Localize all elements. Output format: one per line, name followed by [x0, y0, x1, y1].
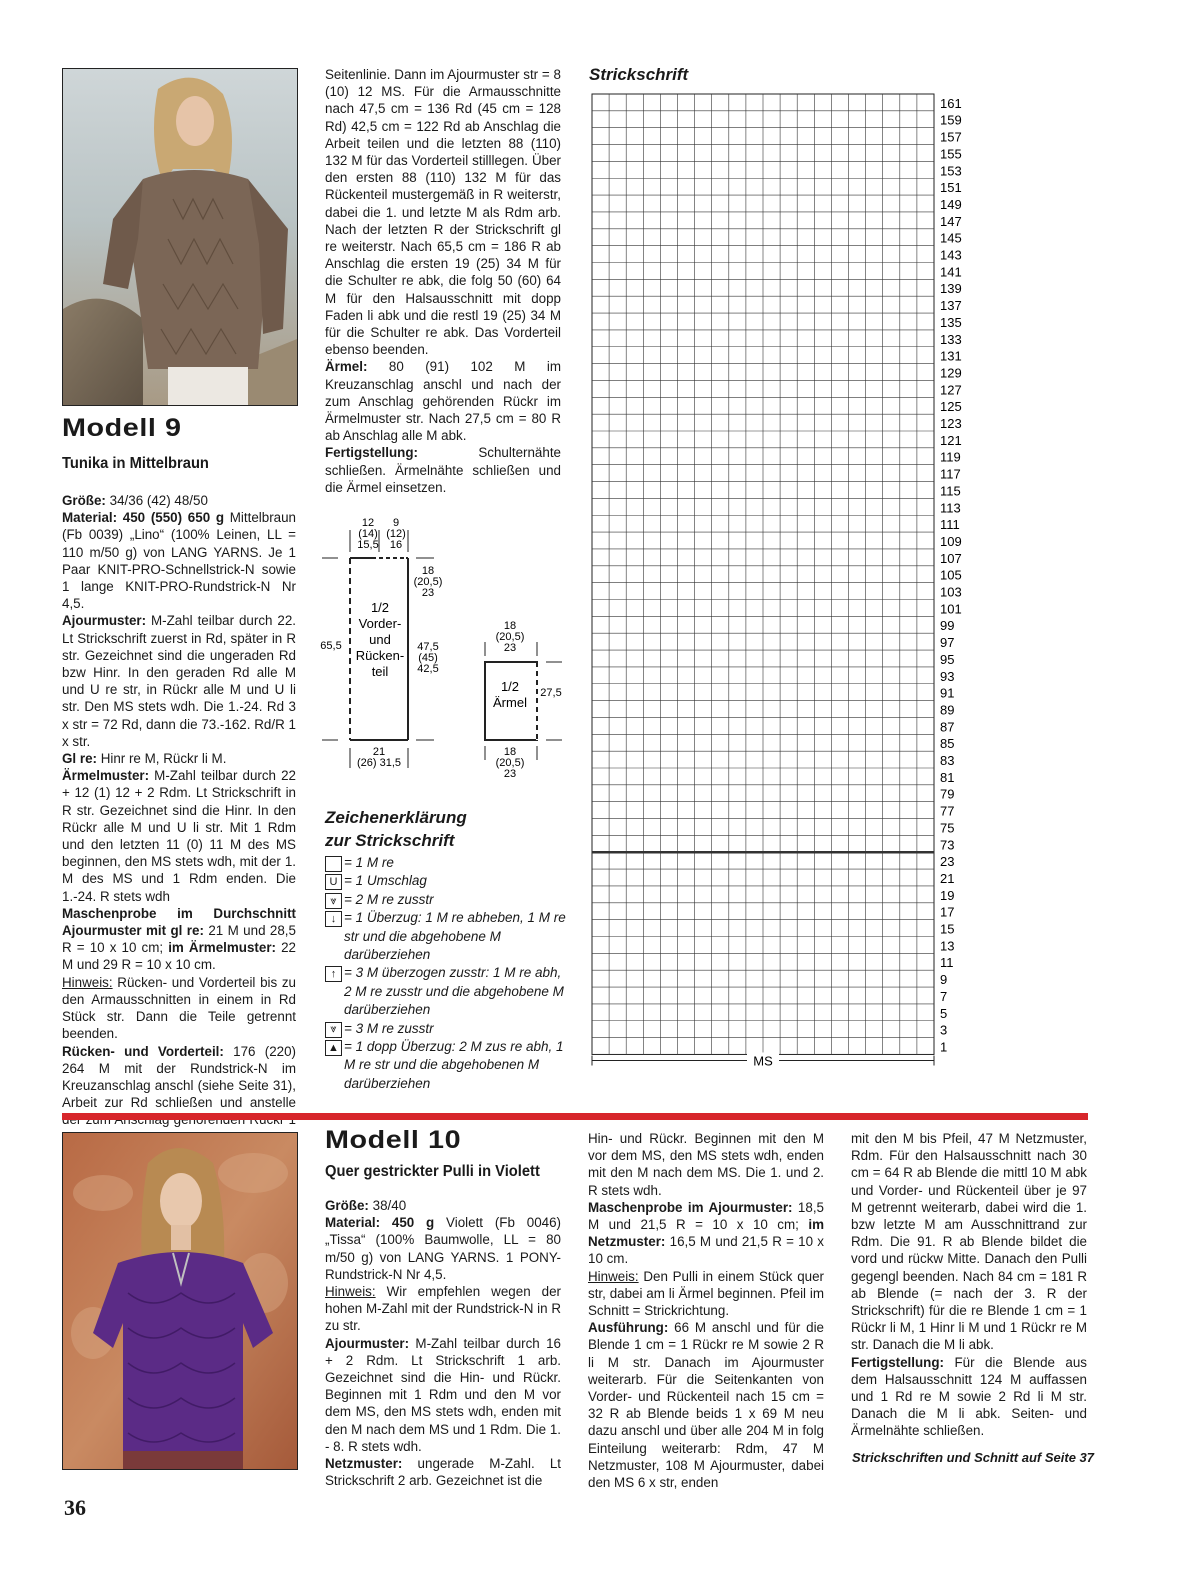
chart-row-label: 79: [940, 786, 955, 802]
model9-subtitle: Tunika in Mittelbraun: [62, 455, 209, 472]
bold-run: Größe:: [325, 1198, 369, 1213]
schem-body-label: 1/2 Vorder-und Rücken-teil: [355, 600, 405, 679]
chart-row-label: 73: [940, 837, 955, 853]
chart-row-label: 19: [940, 887, 955, 903]
paragraph: [62, 1043, 296, 1146]
paragraph: [325, 358, 561, 444]
chart-row-label: 133: [940, 331, 962, 347]
text-run: 18,5 M und 21,5 R = 10 x 10 cm;: [588, 1199, 824, 1233]
schem-sleeve-right: 27,5: [540, 687, 562, 699]
bold-run: Gl re:: [62, 751, 97, 767]
text-run: 16,5 M und 21,5 R = 10 x 10 cm.: [588, 1234, 824, 1267]
model10-text-col3: [851, 1130, 1087, 1440]
bold-run: Fertigstellung:: [325, 445, 418, 461]
chart-row-label: 85: [940, 736, 955, 752]
section-divider: [62, 1113, 1088, 1120]
chart-row-label: 155: [940, 146, 962, 162]
bold-run: Ajourmuster:: [325, 1335, 410, 1351]
bold-run: Rücken- und Vorderteil:: [62, 1043, 224, 1059]
chart-row-label: 21: [940, 870, 955, 886]
chart-row-label: 95: [940, 651, 955, 667]
bold-run: Maschenprobe im Ajourmuster:: [588, 1199, 793, 1215]
schem-sleeve-bottom: 18 (20,5) 23: [495, 746, 525, 780]
paragraph: [62, 767, 296, 905]
chart-row-label: 153: [940, 163, 962, 179]
model10-subtitle: Quer gestrickter Pulli in Violett: [325, 1163, 540, 1180]
model9-schematic: [316, 512, 576, 782]
paragraph: [588, 1199, 824, 1268]
text-run: Rücken- und Vorderteil bis zu den Armausschnitten in einem in Rd Stück str. Dann die Teile getrennt beenden.: [62, 974, 296, 1042]
chart-row-label: 141: [940, 264, 962, 280]
legend-item-text: = 1 Überzug: 1 M re abheben, 1 M re str und die abgehobene M darüberziehen: [344, 910, 566, 963]
text-run: M-Zahl teilbar durch 22 + 12 (1) 12 + 2 Rdm. Lt Strickschrift in R str. Gezeichnet sind die Hinr. In den Rückr alle M und U li str. Mit 1 Rdm und den letzten 11 (0) 11 M des MS beginnen, den MS stets wdh, mit der 1. M des MS und 1 Rdm enden. Die 1.-24. R stets wdh: [62, 768, 296, 904]
bold-run: Ajourmuster:: [62, 613, 147, 629]
chart-row-label: 119: [940, 449, 961, 465]
text-run: 38/40: [368, 1198, 407, 1213]
legend-item: [325, 891, 570, 909]
legend: [325, 806, 570, 1093]
model9-text-col2: [325, 66, 561, 496]
underline-run: Hinweis:: [62, 974, 113, 990]
chart-row-label: 121: [940, 432, 962, 448]
paragraph: [588, 1130, 824, 1199]
legend-item: [325, 1020, 570, 1038]
chart-row-label: 17: [940, 904, 955, 920]
chart-row-label: 15: [940, 921, 955, 937]
schem-body-right-top: 18 (20,5) 23: [413, 565, 443, 599]
chart-row-label: 127: [940, 382, 962, 398]
paragraph: [62, 750, 296, 767]
yarn-over-icon: U: [325, 874, 342, 890]
chart-row-label: 107: [940, 550, 962, 566]
legend-item-text: = 2 M re zusstr: [344, 891, 434, 907]
chart-row-label: 101: [940, 601, 962, 617]
chart-row-label: 147: [940, 213, 962, 229]
chart-row-label: 137: [940, 298, 962, 314]
bold-run: im Ärmelmuster:: [168, 940, 276, 956]
chart-row-label: 115: [940, 483, 961, 499]
paragraph: [325, 1335, 561, 1455]
bold-run: im Netzmuster:: [588, 1217, 824, 1250]
chart-row-label: 113: [940, 500, 961, 516]
legend-item-text: = 1 dopp Überzug: 2 M zus re abh, 1 M re str und die abgehobenen M darüberziehen: [344, 1039, 564, 1091]
chart-row-label: 135: [940, 314, 962, 330]
bold-run: Größe:: [62, 493, 106, 508]
chart-title: Strickschrift: [589, 65, 689, 84]
chart-row-label: 89: [940, 702, 955, 718]
chart-row-label: 83: [940, 753, 955, 768]
text-run: Violett (Fb 0046) „Tissa“ (100% Baumwolle, LL = 80 m/50 g) von LANG YARNS. 1 PONY-Rundstrick-N Nr 4,5.: [325, 1215, 561, 1282]
bold-run: Material: 450 (550) 650 g: [62, 510, 225, 526]
paragraph: [62, 612, 296, 750]
schem-body-right-mid: 47,5 (45) 42,5: [417, 641, 439, 675]
sk2p-arrow-icon: ↑: [325, 966, 342, 982]
ms-label: MS: [753, 1053, 773, 1069]
chart-row-label: 143: [940, 247, 962, 263]
k3tog-icon: ⩔: [325, 1022, 342, 1038]
chart-row-label: 131: [940, 348, 962, 364]
text-run: Für die Blende aus dem Halsausschnitt 124 M auffassen und 1 Rd re M sowie 2 Rd li M str. Danach die M li abk. Seiten- und Ärmelnähte schließen.: [851, 1354, 1087, 1439]
paragraph: [62, 905, 296, 974]
text-run: Hinr re M, Rückr li M.: [96, 751, 227, 767]
legend-item-text: = 3 M re zusstr: [344, 1020, 434, 1036]
chart-row-label: 23: [940, 854, 955, 870]
schem-body-top-right: 9 (12) 16: [386, 517, 406, 551]
chart-row-label: 7: [940, 988, 948, 1004]
chart-row-label: 139: [940, 281, 962, 297]
schem-body-bottom: 21 (26) 31,5: [356, 746, 402, 769]
chart-row-label: 99: [940, 618, 955, 634]
model10-photo: [62, 1132, 298, 1470]
paragraph: [325, 1283, 561, 1335]
chart-row-label: 125: [940, 399, 962, 415]
chart-row-label: 123: [940, 416, 962, 431]
legend-rows: [325, 854, 570, 1093]
chart-row-label: 117: [940, 466, 961, 482]
chart-row-label: 151: [940, 180, 962, 196]
chart-row-label: 1: [940, 1039, 948, 1055]
chart-row-label: 91: [940, 685, 955, 701]
paragraph: [62, 509, 296, 612]
legend-title-2: zur Strickschrift: [325, 831, 455, 850]
paragraph: [588, 1268, 824, 1320]
paragraph: [325, 1455, 561, 1489]
model10-footer-note: Strickschriften und Schnitt auf Seite 37: [852, 1450, 1094, 1465]
paragraph: [588, 1319, 824, 1491]
chart-row-label: 81: [940, 769, 955, 785]
text-run: Hin- und Rückr. Beginnen mit den M vor dem MS, den MS stets wdh, enden mit den M nach dem MS. Die 1. und 2. R stets wdh.: [588, 1131, 824, 1198]
model10-text-col2: [588, 1130, 824, 1491]
model10-title: Modell 10: [325, 1126, 462, 1154]
paragraph: [851, 1354, 1087, 1440]
paragraph: [62, 492, 296, 509]
paragraph: [325, 1197, 561, 1214]
chart-row-label: 77: [940, 803, 955, 819]
model9-photo-image: [63, 69, 297, 405]
bold-run: Ausführung:: [588, 1320, 669, 1336]
chart-row-label: 129: [940, 365, 962, 381]
schem-sleeve-label: 1/2 Ärmel: [493, 679, 527, 710]
chart-row-label: 149: [940, 196, 962, 212]
chart-row-label: 145: [940, 230, 962, 246]
paragraph: [62, 974, 296, 1043]
text-run: Seitenlinie. Dann im Ajourmuster str = 8 (10) 12 MS. Für die Armausschnitte nach 47,5 cm = 136 Rd (45 cm = 128 Rd) 42,5 cm = 122 Rd ab Anschlag die Arbeit teilen und die letzten 88 (110) 132 M für das Vorderteil stilllegen. Über den ersten 88 (110) 132 M für das Rückenteil mustergemäß in R weiterstr, dabei die 1. und letzte M als Rdm arb. Nach der letzten R der Strickschrift gl re weiterstr. Nach 65,5 cm = 186 R ab Anschlag die ersten 19 (25) 34 M für die Schulter re abk, die folg 50 (60) 64 M für den Halsausschnitt mit dopp Faden li abk und die restl 19 (25) 34 M für die Schulter re abk. Das Vorderteil ebenso beenden.: [325, 67, 561, 358]
chart-row-label: 161: [940, 95, 962, 111]
model9-title: Modell 9: [62, 414, 182, 442]
bold-run: Ärmelmuster:: [62, 768, 150, 784]
text-run: 22 M und 29 R = 10 x 10 cm.: [62, 940, 296, 973]
text-run: Wir empfehlen wegen der hohen M-Zahl mit der Rundstrick-N in R zu str.: [325, 1284, 561, 1334]
legend-item-text: = 1 M re: [344, 855, 394, 870]
text-run: Schulternähte schließen. Ärmelnähte schließen und die Ärmel einsetzen.: [325, 445, 561, 495]
chart-row-label: 75: [940, 820, 955, 836]
legend-item: [325, 872, 570, 890]
chart-row-label: 13: [940, 938, 955, 954]
schem-body-left: 65,5: [320, 640, 342, 652]
text-run: ungerade M-Zahl. Lt Strickschrift 2 arb. Gezeichnet ist die: [325, 1456, 561, 1489]
chart-row-label: 109: [940, 533, 962, 549]
paragraph: [325, 444, 561, 496]
model9-text-col1: [62, 492, 296, 1146]
model10-text-col1: [325, 1197, 561, 1489]
legend-item-text: = 3 M überzogen zusstr: 1 M re abh, 2 M re zusstr und die abgehobene M darüberziehen: [344, 965, 564, 1018]
chart-row-label: 11: [940, 955, 954, 971]
chart-row-label: 87: [940, 719, 955, 735]
chart-row-label: 103: [940, 584, 962, 600]
bold-run: Maschenprobe im Durchschnitt Ajourmuster mit gl re:: [62, 905, 296, 939]
legend-item: [325, 909, 570, 964]
text-run: M-Zahl teilbar durch 22. Lt Strickschrift zuerst in Rd, später in R str. Gezeichnet sind die ungeraden Rd bzw Hinr. In den geraden Rd alle M und U re str, in Rückr alle M und U li str. Den MS stets wdh. Die 1.-24. Rd 3 x str = 72 Rd, dann die 73.-162. Rd/R 1 x str.: [62, 613, 296, 749]
chart-row-label: 3: [940, 1022, 948, 1038]
text-run: 21 M und 28,5 R = 10 x 10 cm;: [62, 923, 296, 956]
text-run: 34/36 (42) 48/50: [105, 493, 208, 508]
paragraph: [325, 1214, 561, 1283]
chart-row-label: 159: [940, 112, 962, 128]
text-run: 176 (220) 264 M mit der Rundstrick-N im Kreuzanschlag anschl (siehe Seite 31), Arbeit zur Rd schließen und anstelle: [62, 1043, 296, 1111]
text-run: Den Pulli in einem Stück quer str, dabei am li Ärmel beginnen. Pfeil im Schnitt = Strickrichtung.: [588, 1268, 824, 1319]
legend-item: [325, 1038, 570, 1093]
bold-run: Ärmel:: [325, 359, 368, 375]
bold-run: Material: 450 g: [325, 1215, 435, 1231]
bold-run: Netzmuster:: [325, 1456, 403, 1472]
model9-photo: [62, 68, 298, 406]
paragraph: [325, 66, 561, 358]
legend-title-1: Zeichenerklärung: [325, 808, 467, 827]
text-run: mit den M bis Pfeil, 47 M Netzmuster, Rdm. Für den Halsausschnitt nach 30 cm = 64 R ab Blende die mittl 10 M abk und Vorder- und Rückenteil über je 97 M getrennt weiterarb, dabei wird die 1. bzw letzte M am Ausschnittrand zur Rdm. Die 91. R ab Blende bildet die vord und rückw Mitte. Danach den Pulli gegengl beenden. Nach 84 cm = 181 R ab Blende (= nach der 3. R der Strickschrift) für die re Blende 1 cm = 1 Rückr li M, 1 Hinr li M und 1 Rückr re M str. Danach die M li abk.: [851, 1131, 1087, 1353]
schem-body-top-left: 12 (14) 15,5: [357, 517, 379, 551]
chart-row-label: 97: [940, 635, 955, 651]
knitting-chart: [588, 92, 998, 1082]
underline-run: Hinweis:: [588, 1268, 639, 1284]
legend-item-text: = 1 Umschlag: [344, 873, 427, 889]
knit-stitch-icon: [325, 856, 342, 872]
page-number: 36: [64, 1495, 86, 1520]
chart-row-label: 157: [940, 129, 962, 145]
model10-photo-image: [63, 1133, 297, 1469]
chart-row-label: 111: [940, 517, 960, 533]
bold-run: Fertigstellung:: [851, 1354, 944, 1370]
chart-row-label: 93: [940, 668, 955, 684]
underline-run: Hinweis:: [325, 1284, 376, 1300]
k2tog-icon: ⩔: [325, 893, 342, 909]
chart-row-label: 5: [940, 1005, 948, 1021]
text-run: Mittelbraun (Fb 0039) „Lino“ (100% Leinen, LL = 110 m/50 g) von LANG YARNS. Je 1 Paar KNIT-PRO-Schnellstrick-N sowie 1 lange KNIT-PRO-Rundstrick-N Nr 4,5.: [62, 510, 296, 612]
schem-sleeve-top: 18 (20,5) 23: [495, 620, 525, 654]
text-run: 80 (91) 102 M im Kreuzanschlag anschl und nach der zum Anschlag gehörenden Rückr im Ärmelmuster str. Nach 27,5 cm = 80 R ab Anschlag alle M abk.: [325, 359, 561, 444]
double-decrease-triangle-icon: ▲: [325, 1040, 342, 1056]
legend-item: [325, 964, 570, 1019]
text-run: 66 M anschl und für die Blende 1 cm = 1 Rückr re M sowie 2 R li M str. Danach im Ajourmuster weiterarb. Für die Seitenkanten von Vorder- und Rückenteil nach 15 cm = 32 R ab Blende beids 1 x 69 M neu dazu anschl und über alle 204 M in folg Einteilung weiterarb: Rdm, 47 M Netzmuster, 108 M Ajourmuster, dabei den MS 6 x str, enden: [588, 1320, 824, 1491]
ssk-arrow-icon: ↓: [325, 911, 342, 927]
legend-item: [325, 854, 570, 872]
paragraph: [851, 1130, 1087, 1354]
chart-row-label: 105: [940, 567, 962, 583]
chart-row-label: 9: [940, 972, 948, 988]
text-run: M-Zahl teilbar durch 16 + 2 Rdm. Lt Strickschrift 1 arb. Gezeichnet sind die Hin- und Rückr. Beginnen mit 1 Rdm und den M vor dem MS, den MS stets wdh, enden mit den M nach dem MS und 1 Rdm. Die 1. - 8. R stets wdh.: [325, 1335, 561, 1454]
